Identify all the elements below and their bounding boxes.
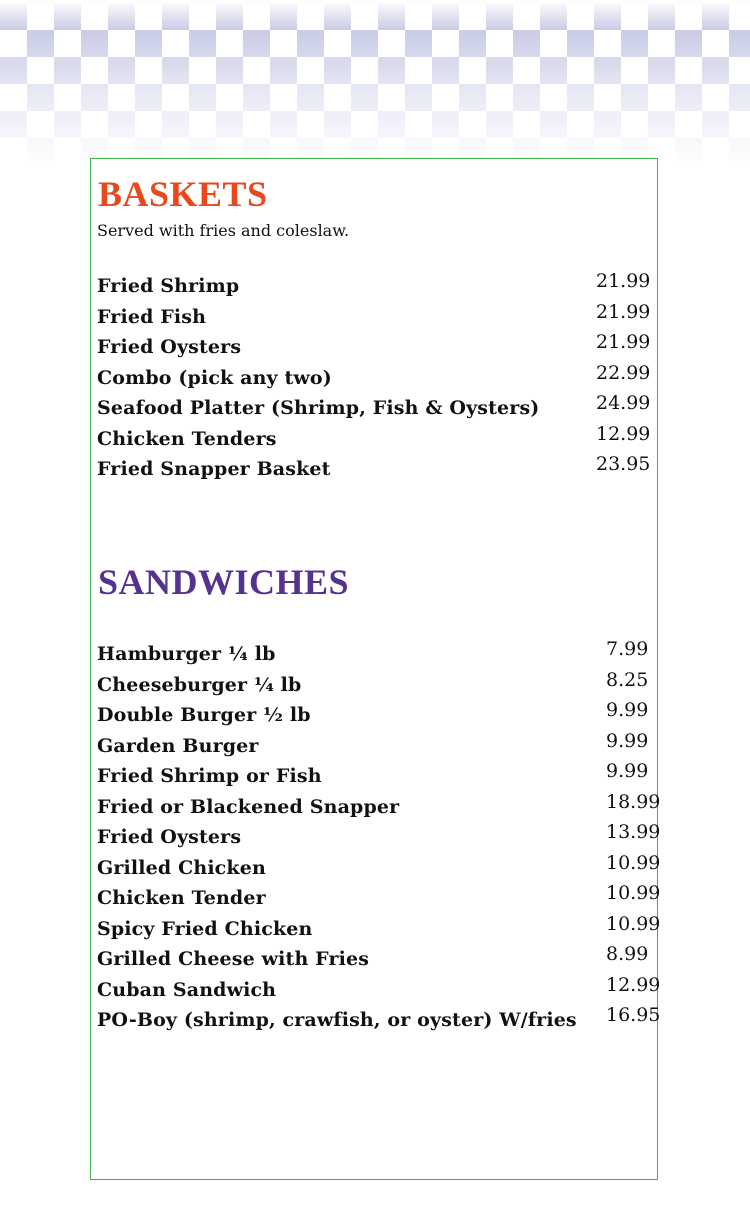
item-name: Grilled Chicken xyxy=(97,856,266,879)
item-name: Fried Oysters xyxy=(97,336,242,358)
item-price: 18.99 xyxy=(606,790,661,813)
item-price: 8.25 xyxy=(606,668,649,691)
item-name: Combo (pick any two) xyxy=(97,366,332,389)
item-name: Cheeseburger ¼ lb xyxy=(97,673,302,696)
item-name: Grilled Cheese with Fries xyxy=(97,948,370,970)
item-price: 21.99 xyxy=(596,331,651,353)
item-name: Fried Oysters xyxy=(97,826,242,848)
menu-panel xyxy=(90,158,661,1180)
baskets-subtitle: Served with fries and coleslaw. xyxy=(97,221,350,240)
item-name: Chicken Tender xyxy=(97,887,266,909)
item-price: 12.99 xyxy=(606,973,661,996)
item-name: Seafood Platter (Shrimp, Fish & Oysters) xyxy=(97,397,540,419)
item-price: 24.99 xyxy=(596,392,651,414)
checkered-banner xyxy=(0,0,750,170)
item-price: 8.99 xyxy=(606,943,649,965)
sandwiches-heading: SANDWICHES xyxy=(98,562,350,602)
baskets-heading: BASKETS xyxy=(98,174,268,214)
item-price: 23.95 xyxy=(596,453,651,475)
item-price: 9.99 xyxy=(606,729,649,752)
item-price: 13.99 xyxy=(606,821,661,843)
item-name: Fried or Blackened Snapper xyxy=(97,795,400,818)
item-price: 21.99 xyxy=(596,270,651,292)
item-name: Cuban Sandwich xyxy=(97,978,277,1001)
item-name: Chicken Tenders xyxy=(97,427,277,450)
item-price: 10.99 xyxy=(606,851,661,874)
item-price: 16.95 xyxy=(606,1004,661,1026)
item-name: Fried Shrimp or Fish xyxy=(97,765,322,787)
item-name: Fried Fish xyxy=(97,305,207,328)
item-price: 21.99 xyxy=(596,300,651,323)
item-name: Spicy Fried Chicken xyxy=(97,917,313,940)
item-price: 12.99 xyxy=(596,422,651,445)
item-name: Fried Shrimp xyxy=(97,275,240,297)
item-price: 9.99 xyxy=(606,699,649,721)
item-name: Garden Burger xyxy=(97,734,259,757)
item-name: PO-Boy (shrimp, crawfish, or oyster) W/fries xyxy=(97,1009,577,1031)
item-name: Fried Snapper Basket xyxy=(97,458,331,480)
item-name: Double Burger ½ lb xyxy=(97,704,311,726)
item-price: 10.99 xyxy=(606,912,661,935)
item-price: 7.99 xyxy=(606,638,649,660)
item-price: 9.99 xyxy=(606,760,649,782)
item-price: 10.99 xyxy=(606,882,661,904)
item-name: Hamburger ¼ lb xyxy=(97,643,276,665)
item-price: 22.99 xyxy=(596,361,651,384)
